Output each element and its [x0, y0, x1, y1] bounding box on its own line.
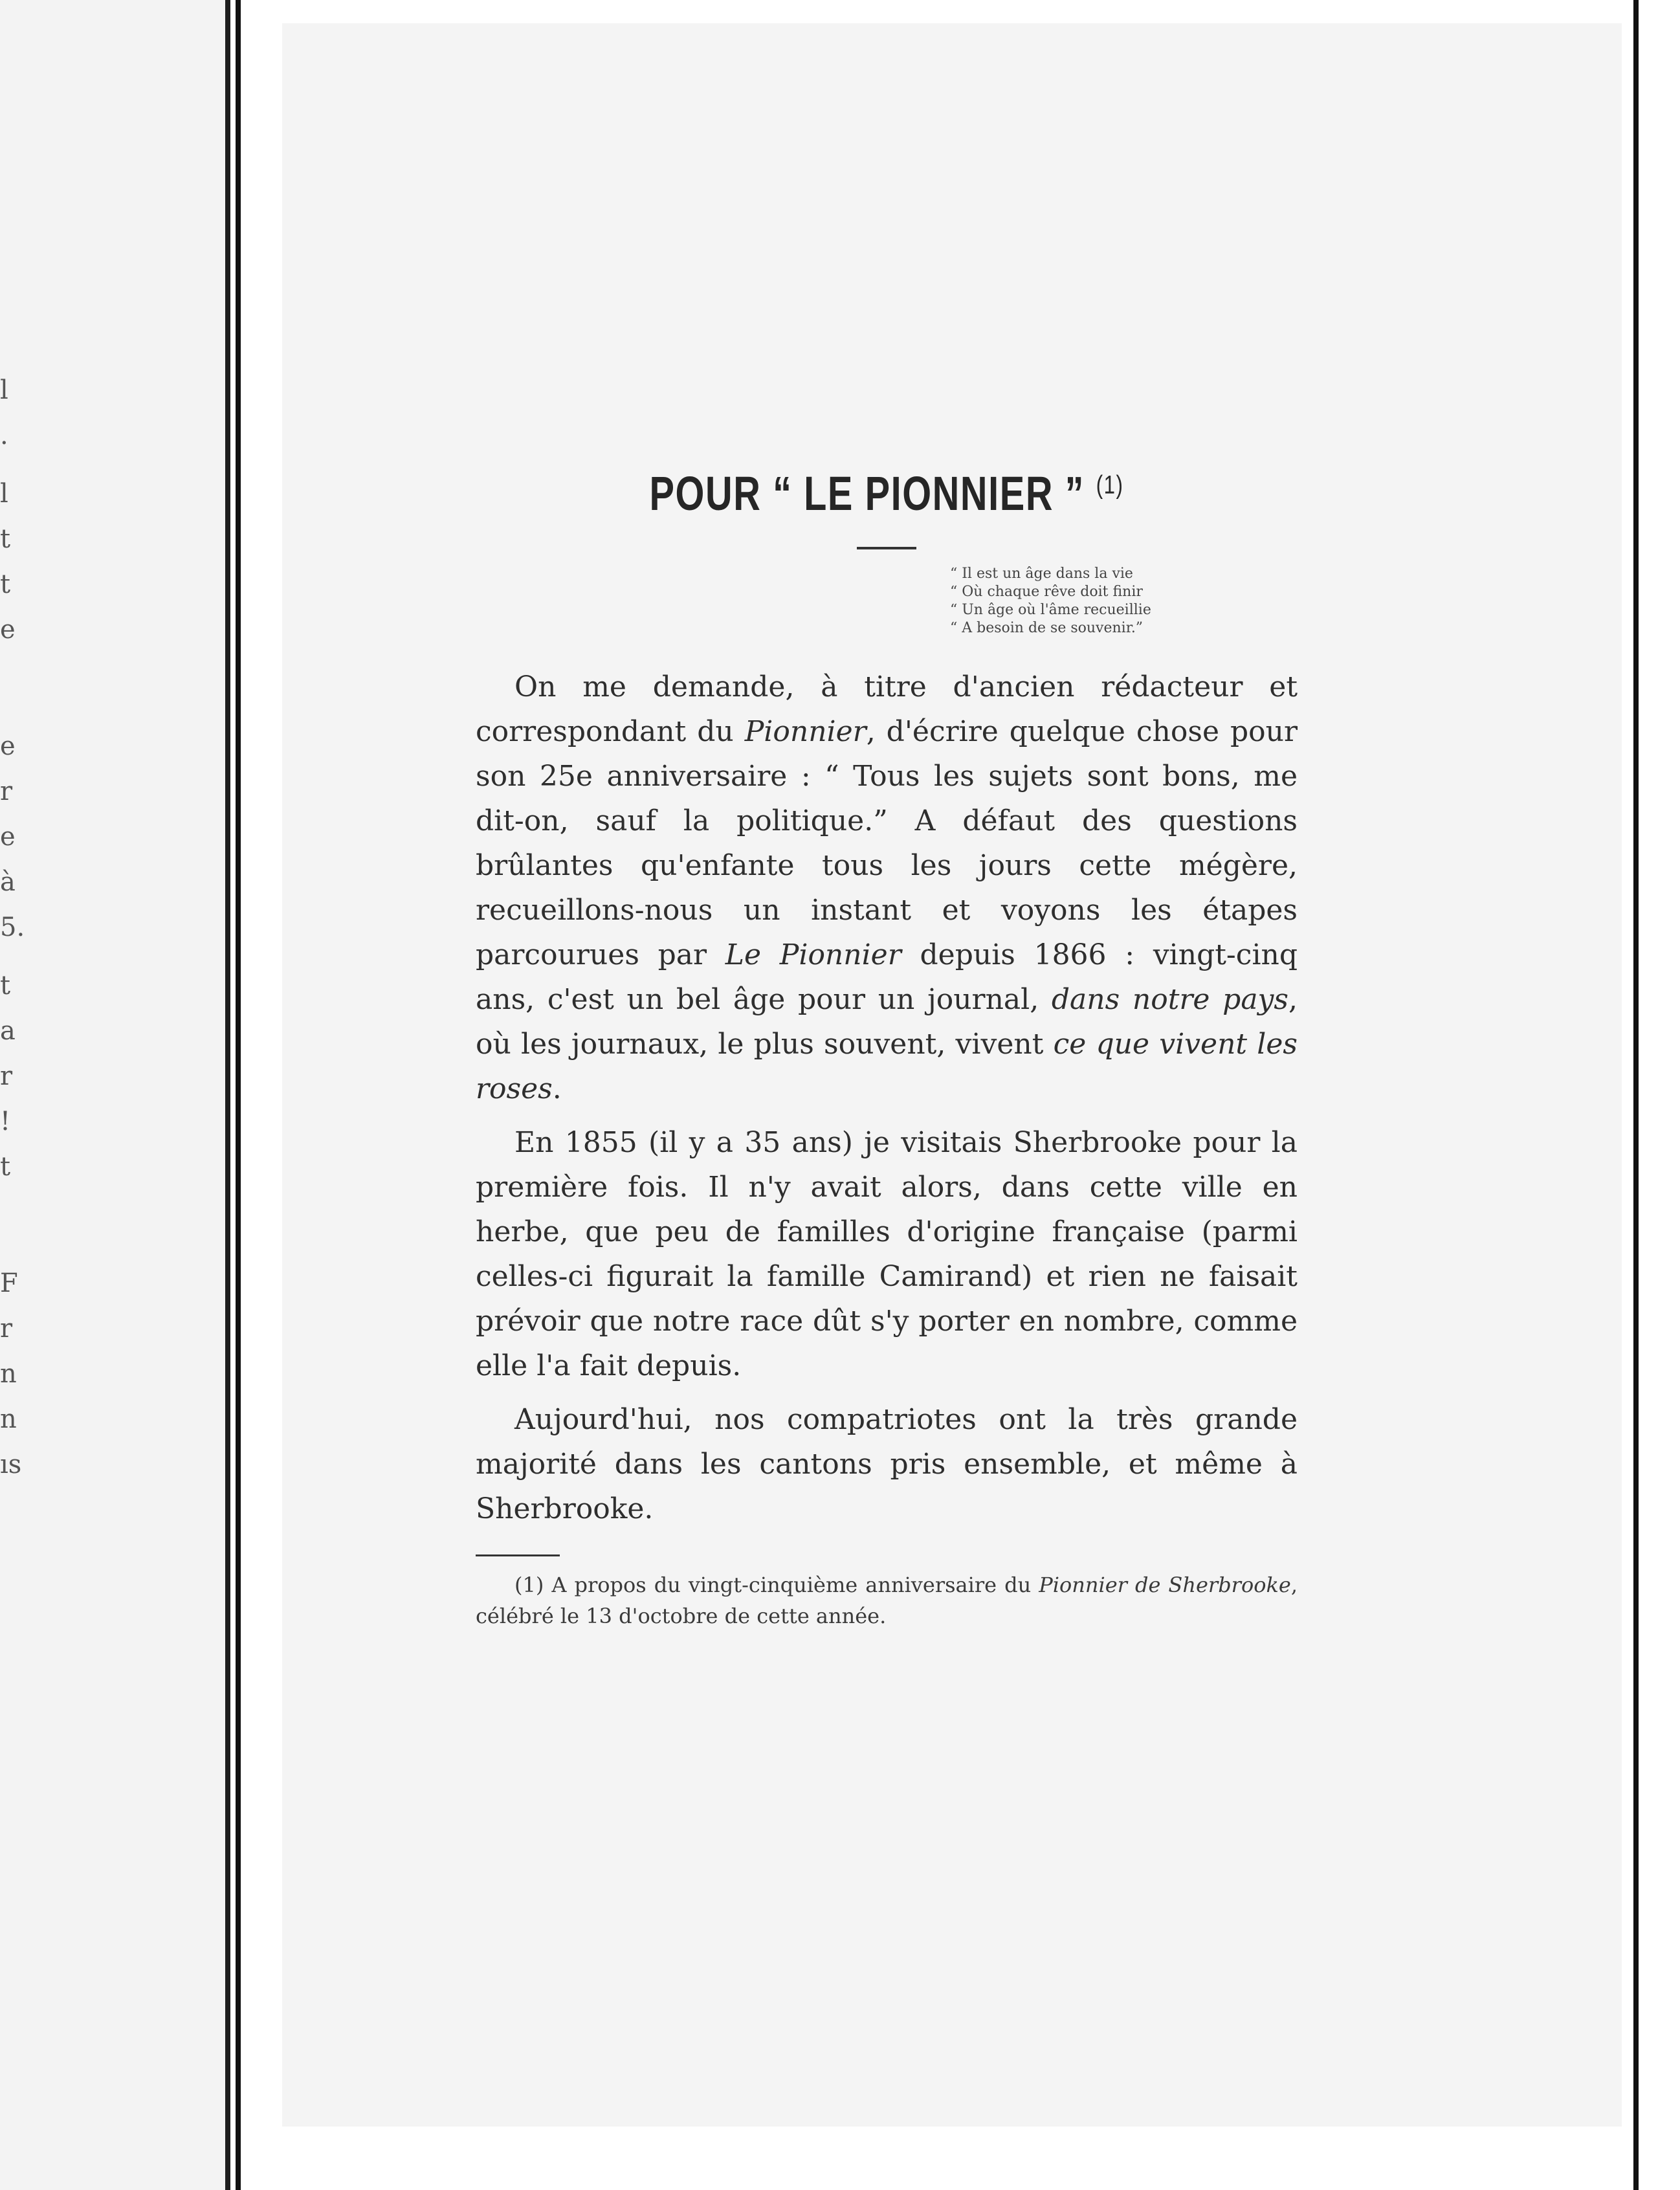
margin-char: t — [0, 971, 11, 1001]
margin-char: l — [0, 479, 8, 509]
paragraph-1 — [476, 665, 1298, 1111]
margin-char: t — [0, 1152, 11, 1182]
paragraph-2: En 1855 (il y a 35 ans) je visitais Sherbrooke pour la première fois. Il n'y avait alors, dans cette ville en herbe, que peu de familles d'origine française (parmi celles-ci figurait la famille Camirand) et rien ne faisait prévoir que notre race dût s'y porter en nombre, comme elle l'a fait depuis. — [476, 1126, 1298, 1382]
margin-char: e — [0, 615, 16, 645]
title-divider — [857, 547, 916, 549]
epigraph — [950, 565, 1298, 637]
paragraph-text: , d'écrire quelque chose pour son 25e anniversaire : “ Tous les sujets sont bons, me dit-on, sauf la politique.” A défaut des questions brûlantes qu'enfante tous les jours cette mégère, recueillons-nous un instant et voyons les étapes parcourues par — [476, 715, 1298, 971]
paragraph-text: depuis 1866 : vingt-cinq ans, c'est un bel âge pour un journal, — [476, 938, 1298, 1016]
margin-char: e — [0, 731, 16, 761]
margin-char: t — [0, 524, 11, 554]
margin-char: a — [0, 1016, 16, 1046]
margin-char: l — [0, 375, 8, 405]
epigraph-line: “ Il est un âge dans la vie — [950, 566, 1133, 582]
footnote — [476, 1569, 1298, 1631]
margin-char: r — [0, 1061, 13, 1091]
margin-char: n — [0, 1404, 17, 1434]
epigraph-line: “ A besoin de se souvenir.” — [950, 620, 1144, 636]
margin-char: . — [0, 421, 8, 450]
page-gutter — [225, 0, 230, 2190]
margin-char: t — [0, 570, 11, 599]
italic-text: dans notre pays — [1051, 983, 1288, 1016]
margin-char: e — [0, 822, 16, 852]
paragraph-text: . — [552, 1072, 562, 1105]
page-title — [566, 466, 1208, 521]
footnote-italic: Pionnier de Sherbrooke — [1039, 1573, 1291, 1597]
paragraph-text: , où les journaux, le plus souvent, vivent — [476, 983, 1298, 1061]
margin-char: r — [0, 1314, 13, 1344]
margin-char: ! — [0, 1107, 11, 1136]
title-text: POUR “ LE PIONNIER ” — [649, 467, 1085, 520]
margin-char: ıs — [0, 1450, 22, 1479]
title-note-ref: (1) — [1096, 470, 1124, 500]
right-page-edge — [1633, 0, 1680, 2190]
italic-text: Le Pionnier — [725, 938, 901, 971]
margin-char: F — [0, 1268, 18, 1298]
italic-text: ce que vivent les roses — [476, 1028, 1298, 1105]
epigraph-line: “ Où chaque rêve doit finir — [950, 584, 1143, 600]
footnote-text: (1) A propos du vingt-cinquième anniversaire du — [514, 1573, 1039, 1597]
epigraph-line: “ Un âge où l'âme recueillie — [950, 602, 1151, 618]
footnote-divider — [476, 1554, 560, 1556]
facing-page — [0, 0, 230, 2190]
footnote-text: , célébré le 13 d'octobre de cette année. — [476, 1573, 1298, 1628]
margin-char: à — [0, 867, 16, 897]
margin-char: n — [0, 1359, 17, 1389]
paragraph-text: On me demande, à titre d'ancien rédacteur et correspondant du — [476, 670, 1298, 748]
page-content — [476, 466, 1298, 1631]
margin-char: 5. — [0, 912, 25, 942]
italic-text: Pionnier — [744, 715, 867, 748]
margin-char: r — [0, 777, 13, 806]
paragraph-3: Aujourd'hui, nos compatriotes ont la très grande majorité dans les cantons pris ensemble, et même à Sherbrooke. — [476, 1403, 1298, 1525]
